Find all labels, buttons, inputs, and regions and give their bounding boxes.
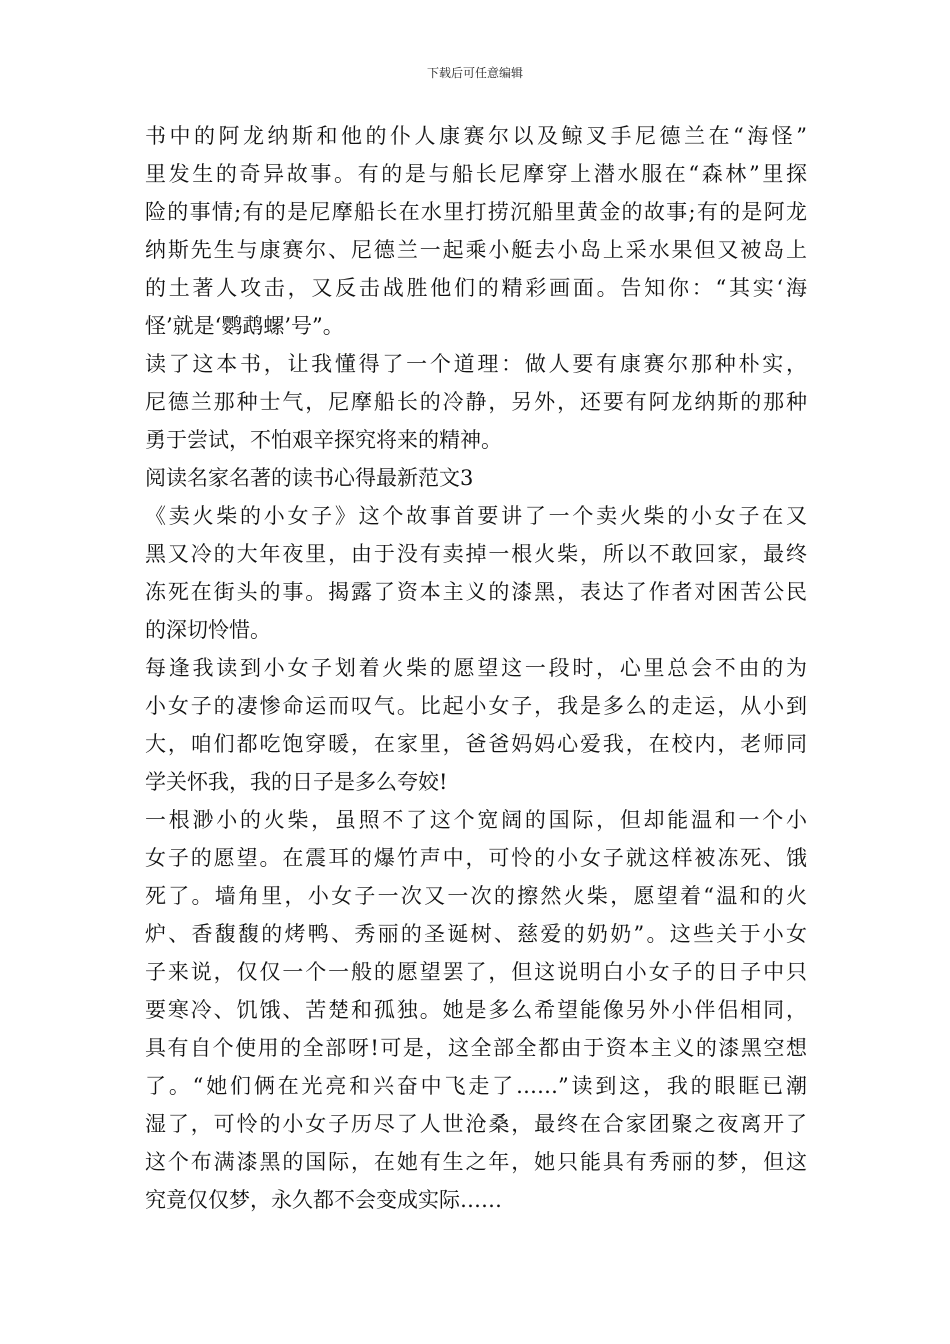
text-line: 子来说，仅仅一个一般的愿望罢了，但这说明白小女子的日子中只	[145, 960, 807, 984]
text-line: 了。“她们俩在光亮和兴奋中飞走了……”读到这，我的眼眶已潮	[145, 1074, 807, 1098]
text-line: 湿了，可怜的小女子历尽了人世沧桑，最终在合家团聚之夜离开了	[145, 1112, 807, 1136]
text-line: 尼德兰那种士气，尼摩船长的冷静，另外，还要有阿龙纳斯的那种	[145, 390, 807, 414]
text-line: 书中的阿龙纳斯和他的仆人康赛尔以及鲸叉手尼德兰在“海怪”	[145, 124, 807, 148]
text-line: 死了。墙角里，小女子一次又一次的擦然火柴，愿望着“温和的火	[145, 884, 807, 908]
page-header: 下载后可任意编辑	[426, 66, 523, 80]
text-line: 一根渺小的火柴，虽照不了这个宽阔的国际，但却能温和一个小	[145, 808, 807, 832]
paragraph-1	[145, 117, 807, 345]
paragraph-2	[145, 345, 807, 459]
paragraph-3	[145, 497, 807, 649]
paragraph-5	[145, 801, 807, 1219]
heading-line: 阅读名家名著的读书心得最新范文3	[145, 466, 474, 490]
text-line: 勇于尝试，不怕艰辛探究将来的精神。	[145, 428, 502, 452]
text-line: 的深切怜惜。	[145, 618, 271, 642]
text-line: 里发生的奇异故事。有的是与船长尼摩穿上潜水服在“森林”里探	[145, 162, 807, 186]
text-line: 学关怀我，我的日子是多么夸姣!	[145, 770, 448, 794]
text-line: 小女子的凄惨命运而叹气。比起小女子，我是多么的走运，从小到	[145, 694, 807, 718]
text-line: 怪’就是‘鹦鹉螺’号”。	[145, 314, 344, 338]
text-line: 纳斯先生与康赛尔、尼德兰一起乘小艇去小岛上采水果但又被岛上	[145, 238, 807, 262]
text-line: 究竟仅仅梦，永久都不会变成实际……	[145, 1188, 502, 1212]
text-line: 这个布满漆黑的国际，在她有生之年，她只能具有秀丽的梦，但这	[145, 1150, 807, 1174]
text-line: 《卖火柴的小女子》这个故事首要讲了一个卖火柴的小女子在又	[145, 504, 807, 528]
text-line: 具有自个使用的全部呀!可是，这全部全都由于资本主义的漆黑空想	[145, 1036, 807, 1060]
text-line: 女子的愿望。在震耳的爆竹声中，可怜的小女子就这样被冻死、饿	[145, 846, 807, 870]
paragraph-4	[145, 649, 807, 801]
text-line: 的土著人攻击，又反击战胜他们的精彩画面。告知你：“其实‘海	[145, 276, 807, 300]
text-line: 每逢我读到小女子划着火柴的愿望这一段时，心里总会不由的为	[145, 656, 807, 680]
section-heading	[145, 459, 807, 497]
text-line: 冻死在街头的事。揭露了资本主义的漆黑，表达了作者对困苦公民	[145, 580, 807, 604]
text-line: 险的事情;有的是尼摩船长在水里打捞沉船里黄金的故事;有的是阿龙	[145, 200, 807, 224]
text-line: 黑又冷的大年夜里，由于没有卖掉一根火柴，所以不敢回家，最终	[145, 542, 807, 566]
text-line: 读了这本书，让我懂得了一个道理：做人要有康赛尔那种朴实，	[145, 352, 807, 376]
text-line: 大，咱们都吃饱穿暖，在家里，爸爸妈妈心爱我，在校内，老师同	[145, 732, 807, 756]
document-body	[145, 117, 807, 1219]
text-line: 炉、香馥馥的烤鸭、秀丽的圣诞树、慈爱的奶奶”。这些关于小女	[145, 922, 807, 946]
text-line: 要寒冷、饥饿、苦楚和孤独。她是多么希望能像另外小伴侣相同，	[145, 998, 807, 1022]
